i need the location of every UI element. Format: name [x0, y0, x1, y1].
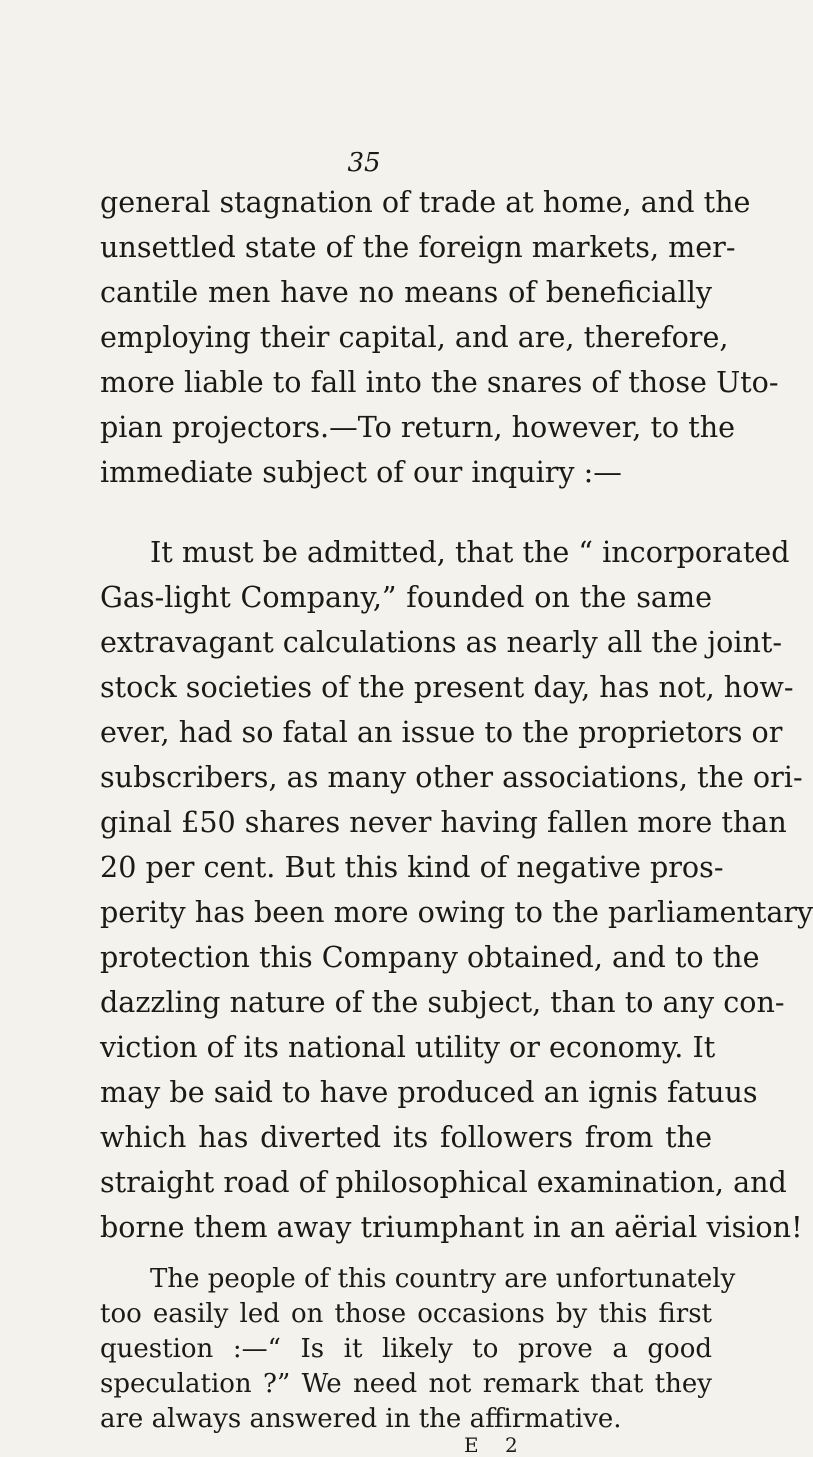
- text-line: cantile men have no means of beneficially: [100, 275, 712, 309]
- text-line: employing their capital, and are, therefore,: [100, 320, 729, 354]
- text-line: which has diverted its followers from the: [100, 1120, 712, 1154]
- page-signature: E 2: [464, 1433, 528, 1457]
- text-line: more liable to fall into the snares of those Uto-: [100, 365, 779, 399]
- text-line: speculation ?” We need not remark that they: [100, 1369, 712, 1399]
- text-line: 20 per cent. But this kind of negative pros-: [100, 850, 724, 884]
- text-line: ever, had so fatal an issue to the proprietors or: [100, 715, 783, 749]
- text-line: straight road of philosophical examination, and: [100, 1165, 787, 1199]
- text-line: It must be admitted, that the “ incorporated: [150, 535, 790, 569]
- text-line: ginal £50 shares never having fallen more than: [100, 805, 787, 839]
- text-line: protection this Company obtained, and to the: [100, 940, 760, 974]
- text-line: may be said to have produced an ignis fatuus: [100, 1075, 758, 1109]
- text-line: question :—“ Is it likely to prove a good: [100, 1334, 712, 1364]
- text-line: extravagant calculations as nearly all the joint-: [100, 625, 783, 659]
- text-line: general stagnation of trade at home, and the: [100, 185, 751, 219]
- text-line: too easily led on those occasions by this first: [100, 1299, 712, 1329]
- text-line: stock societies of the present day, has not, how-: [100, 670, 794, 704]
- text-line: borne them away triumphant in an aërial vision!: [100, 1210, 803, 1244]
- text-line: subscribers, as many other associations, the ori-: [100, 760, 803, 794]
- text-line: dazzling nature of the subject, than to any con-: [100, 985, 785, 1019]
- text-line: perity has been more owing to the parliamentary: [100, 895, 813, 929]
- text-line: viction of its national utility or economy. It: [100, 1030, 716, 1064]
- text-line: Gas-light Company,” founded on the same: [100, 580, 712, 614]
- text-line: unsettled state of the foreign markets, mer-: [100, 230, 736, 264]
- text-line: The people of this country are unfortunately: [150, 1264, 736, 1294]
- text-line: immediate subject of our inquiry :—: [100, 455, 622, 489]
- text-line: are always answered in the affirmative.: [100, 1404, 622, 1434]
- text-line: pian projectors.—To return, however, to the: [100, 410, 736, 444]
- page-number: 35: [347, 148, 381, 178]
